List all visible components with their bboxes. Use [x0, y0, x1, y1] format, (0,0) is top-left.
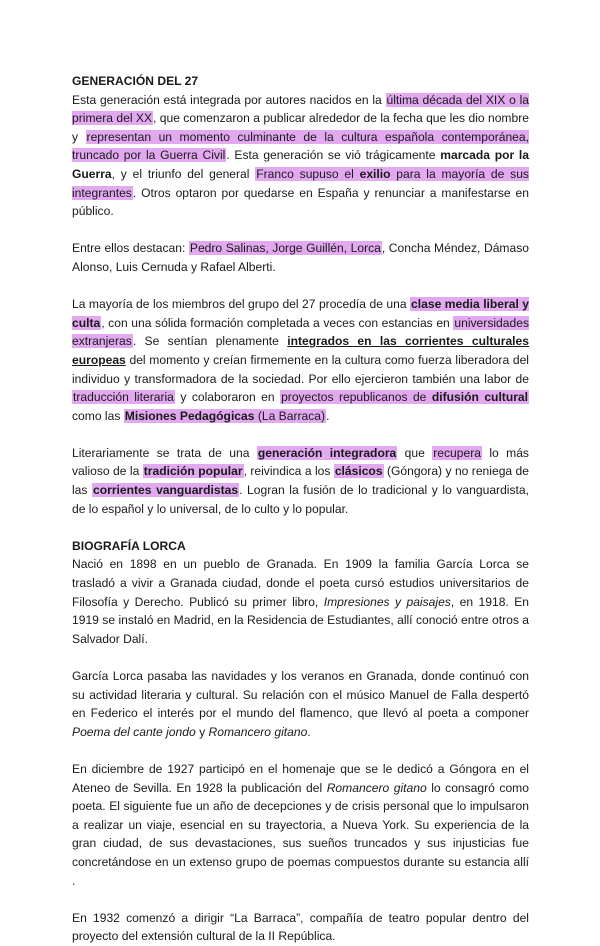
- italic-poema-cante-jondo: Poema del cante jondo: [72, 724, 196, 739]
- highlight-proyectos: [280, 390, 529, 404]
- paragraph-gap: [72, 741, 529, 760]
- text-run: , con una sólida formación completada a veces con estancias en: [101, 315, 454, 330]
- text-run: , que comenzaron a publicar alrededor de la fecha que les dio nombre y: [72, 111, 529, 144]
- text-run: que: [397, 445, 433, 460]
- text-run: En diciembre de 1927 participó en el homenaje que se le dedicó a Góngora en el Ateneo de Sevilla. En 1928 la publicación del: [72, 761, 529, 795]
- paragraph-destacan: [72, 239, 529, 276]
- text-run: .: [307, 724, 311, 739]
- section-heading-generacion: GENERACIÓN DEL 27: [72, 74, 199, 88]
- paragraph-gap: [72, 221, 529, 240]
- text-run: . Esta generación se vió trágicamente: [226, 148, 441, 163]
- text-run: y: [195, 724, 209, 739]
- bold-marcada: marcada por la Guerra: [72, 148, 529, 181]
- text-run: . Otros optaron por quedarse en España y renunciar a manifestarse en público.: [72, 185, 529, 219]
- paragraph-1932: [72, 909, 529, 946]
- text-run: (Góngora) y no reniega de las: [72, 464, 529, 498]
- italic-romancero: Romancero gitano: [326, 780, 427, 795]
- paragraph-gap: [72, 277, 529, 296]
- highlight-authors: Pedro Salinas, Jorge Guillén, Lorca: [189, 241, 381, 256]
- highlight-misiones: [124, 409, 326, 423]
- text-run: del momento y creían firmemente en la cultura como fuerza liberadora del individuo y transformadora de la sociedad. Por ello ejercieron también una labor de: [72, 352, 529, 386]
- paragraph-clase-media: [72, 295, 529, 425]
- italic-impresiones: Impresiones y paisajes: [323, 594, 451, 609]
- text-run: para la mayoría de sus integrantes: [72, 166, 529, 200]
- paragraph-gap: [72, 890, 529, 909]
- text-run: Esta generación está integrada por autores nacidos en la: [72, 92, 386, 107]
- text-run: . Se sentían plenamente: [132, 334, 288, 349]
- text-run: García Lorca pasaba las navidades y los veranos en Granada, donde continuó con su actividad literaria y cultural. Su relación con el músico Manuel de Falla despertó en Federico el interés por el mundo del flamenco, que llevó al poeta a componer: [72, 669, 529, 721]
- highlight-tradicion: tradición popular: [143, 464, 243, 479]
- paragraph-gap: [72, 518, 529, 537]
- text-run: y colaboraron en: [174, 390, 281, 405]
- bold-misiones: Misiones Pedagógicas: [124, 408, 255, 423]
- text-run: como las: [72, 408, 124, 423]
- highlight-decade: última década del XIX o la primera del XX: [72, 92, 529, 126]
- text-run: , y el triunfo del general: [111, 166, 256, 181]
- paragraph-generacion-intro: [72, 91, 529, 221]
- text-run: La mayoría de los miembros del grupo del 27 procedía de una: [72, 297, 411, 312]
- text-run: Entre ellos destacan:: [72, 241, 189, 256]
- highlight-culminante: representan un momento culminante de la cultura española contemporánea, truncado por la Guerra Civil: [72, 129, 529, 163]
- text-run: , Concha Méndez, Dámaso Alonso, Luis Cernuda y Rafael Alberti.: [72, 241, 530, 274]
- paragraph-diciembre-1927: [72, 760, 529, 890]
- highlight-clasicos: clásicos: [334, 464, 383, 479]
- bold-difusion: difusión cultural: [431, 390, 529, 405]
- highlight-integradora: generación integradora: [257, 445, 397, 460]
- paragraph-navidades: [72, 667, 529, 741]
- highlight-clase-media: clase media liberal y culta: [72, 297, 530, 330]
- highlight-vanguardistas: corrientes vanguardistas: [93, 483, 239, 498]
- text-run: . Logran la fusión de lo tradicional y lo vanguardista, de lo español y lo universal, de lo culto y lo popular.: [72, 483, 529, 516]
- bold-exilio: exilio: [359, 166, 391, 181]
- text-run: proyectos republicanos de: [281, 390, 432, 405]
- text-run: Franco supuso el: [256, 166, 360, 181]
- text-run: Literariamente se trata de una: [72, 445, 257, 460]
- text-run: .: [326, 408, 330, 423]
- text-run: , en 1918. En 1919 se instaló en Madrid, en la Residencia de Estudiantes, allí conoció entre otros a Salvador Dalí.: [72, 594, 529, 646]
- text-run: lo consagró como poeta. El siguiente fue un año de decepciones y de crisis personal que lo impulsaron a realizar un viaje, esencial en su trayectoria, a Nueva York. Su experiencia de la gran ciudad, de sus devastaciones, sus sueños truncados y sus injusticias fue concretándose en un extenso grupo de poemas compuestos durante su estancia allí .: [72, 780, 529, 888]
- highlight-traduccion: traducción literaria: [73, 390, 174, 405]
- section-heading-biografia: BIOGRAFÍA LORCA: [72, 538, 186, 553]
- highlight-recupera: recupera: [433, 445, 481, 460]
- highlight-universidades: universidades extranjeras: [72, 315, 529, 349]
- italic-romancero: Romancero gitano: [208, 724, 308, 739]
- text-run: lo más valioso de la: [72, 445, 529, 479]
- text-run: , reivindica a los: [243, 464, 334, 479]
- underline-corrientes-europeas: integrados en las corrientes culturales europeas: [72, 334, 529, 367]
- text-run: Nació en 1898 en un pueblo de Granada. En 1909 la familia García Lorca se trasladó a vivir a Granada ciudad, donde el poeta cursó estudios universitarios de Filosofía y Derecho. Publicó su primer libro,: [72, 557, 529, 609]
- paragraph-literariamente: [72, 444, 529, 518]
- paragraph-gap: [72, 425, 529, 444]
- paragraph-nacio: [72, 555, 529, 648]
- text-run: En 1932 comenzó a dirigir “La Barraca”, compañía de teatro popular dentro del proyecto del extensión cultural de la II República.: [72, 910, 529, 944]
- paragraph-gap: [72, 648, 529, 667]
- text-run: (La Barraca): [254, 408, 326, 423]
